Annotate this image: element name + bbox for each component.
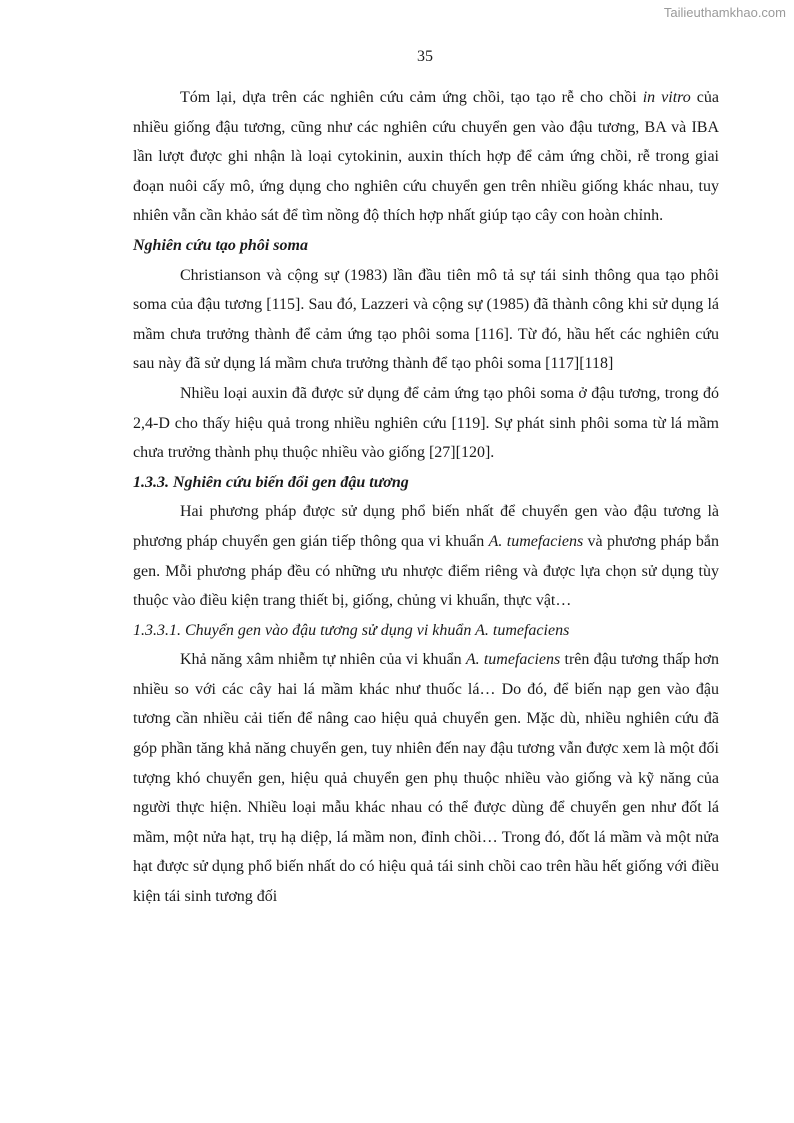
paragraph-agrobacterium [133,645,719,911]
text-run: của nhiều giống đậu tương, cũng như các nghiên cứu chuyển gen vào đậu tương, BA và IBA lần lượt được ghi nhận là loại cytokinin, auxin thích hợp để cảm ứng chồi, rễ trong giai đoạn nuôi cấy mô, ứng dụng cho nghiên cứu chuyển gen trên nhiều giống khác nhau, tuy nhiên vẫn cần khảo sát để tìm nồng độ thích hợp nhất giúp tạo cây con hoàn chỉnh. [133,89,720,225]
subsection-heading-1-3-3-1: 1.3.3.1. Chuyển gen vào đậu tương sử dụng vi khuẩn A. tumefaciens [133,621,570,639]
text-run: Tóm lại, dựa trên các nghiên cứu cảm ứng chồi, tạo tạo rễ cho chồi [180,89,643,106]
watermark: Tailieuthamkhao.com [663,5,786,20]
italic-term: A. tumefaciens [465,651,561,669]
paragraph-summary [133,83,719,231]
page-number: 35 [417,48,433,65]
paragraph-methods [133,497,719,615]
document-body [133,83,719,912]
paragraph-auxin: Nhiều loại auxin đã được sử dụng để cảm ứng tạo phôi soma ở đậu tương, trong đó 2,4-D cho thấy hiệu quả trong nhiều nghiên cứu [119]. Sự phát sinh phôi soma từ lá mầm chưa trưởng thành phụ thuộc nhiều vào giống [27][120]. [133,384,719,462]
text-run: Hai phương pháp được sử dụng phổ biến nhất để chuyển gen vào đậu tương là phương pháp chuyển gen gián tiếp thông qua vi khuẩn [133,503,719,550]
paragraph-soma-history: Christianson và cộng sự (1983) lần đầu tiên mô tả sự tái sinh thông qua tạo phôi soma của đậu tương [115]. Sau đó, Lazzeri và cộng sự (1985) đã thành công khi sử dụng lá mầm chưa trưởng thành để cảm ứng tạo phôi soma [116]. Từ đó, hầu hết các nghiên cứu sau này đã sử dụng lá mầm chưa trưởng thành để tạo phôi soma [117][118] [133,266,719,373]
section-heading-soma: Nghiên cứu tạo phôi soma [133,236,308,254]
italic-term: in vitro [642,89,691,106]
text-run: Khả năng xâm nhiễm tự nhiên của vi khuẩn [180,651,466,669]
text-run: và phương pháp bắn gen. Mỗi phương pháp đều có những ưu nhược điểm riêng và được lựa chọn sử dụng tùy thuộc vào điều kiện trang thiết bị, giống, chủng vi khuẩn, thực vật… [133,532,720,610]
italic-term: A. tumefaciens [488,532,584,550]
section-heading-1-3-3: 1.3.3. Nghiên cứu biến đổi gen đậu tương [133,473,409,491]
text-run: trên đậu tương thấp hơn nhiều so với các cây hai lá mầm khác như thuốc lá… Do đó, để biến nạp gen vào đậu tương cần nhiều cải tiến để nâng cao hiệu quả chuyển gen. Mặc dù, nhiều nghiên cứu đã góp phần tăng khả năng chuyển gen, tuy nhiên đến nay đậu tương vẫn được xem là một đối tượng khó chuyển gen, hiệu quả chuyển gen phụ thuộc nhiều vào giống và kỹ năng của người thực hiện. Nhiều loại mẫu khác nhau có thể được dùng để chuyển gen như đốt lá mầm, một nửa hạt, trụ hạ diệp, lá mầm non, đỉnh chồi… Trong đó, đốt lá mầm và một nửa hạt được sử dụng phổ biến nhất do có hiệu quả tái sinh chồi cao trên hầu hết giống với điều kiện tái sinh tương đối [133,651,719,906]
